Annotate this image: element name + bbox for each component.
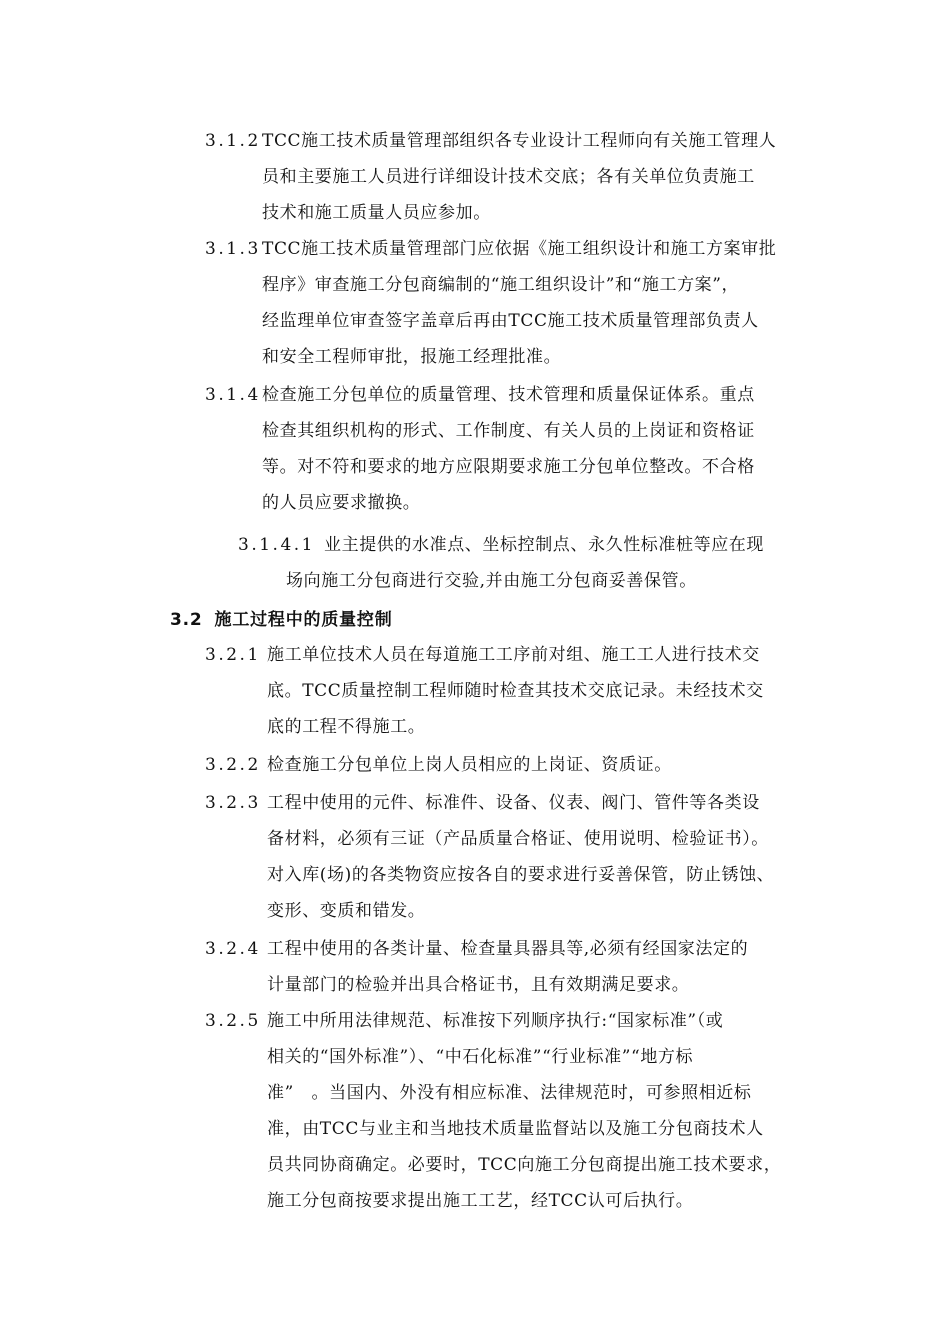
clause-3-1-2 [205,123,815,231]
clause-number: 3.1.3 [205,239,261,259]
text-line: 计量部门的检验并出具合格证书，且有效期满足要求。 [267,975,690,995]
text-line: 施工分包商按要求提出施工工艺，经TCC认可后执行。 [267,1191,694,1211]
text-line: 检查施工分包单位的质量管理、技术管理和质量保证体系。重点 [262,385,755,405]
clause-3-1-4-1 [238,527,816,599]
section-number: 3.2 [170,610,203,630]
clause-text [262,123,815,231]
text-line: 和安全工程师审批，报施工经理批准。 [262,347,562,367]
clause-3-2-2 [205,747,830,783]
text-line: 底的工程不得施工。 [267,717,426,737]
text-line: 备材料，必须有三证（产品质量合格证、使用说明、检验证书）。 [267,829,769,849]
text-line: 员和主要施工人员进行详细设计技术交底；各有关单位负责施工 [262,167,755,187]
text-line: 员共同协商确定。必要时，TCC向施工分包商提出施工技术要求， [267,1155,782,1175]
clause-text [267,931,830,1003]
clause-number: 3.1.4.1 [238,535,315,555]
clause-text [267,1003,830,1219]
text-line: TCC施工技术质量管理部门应依据《施工组织设计和施工方案审批 [262,239,777,259]
clause-3-2-4 [205,931,830,1003]
text-line: 检查其组织机构的形式、工作制度、有关人员的上岗证和资格证 [262,421,755,441]
text-line: 底。TCC质量控制工程师随时检查其技术交底记录。未经技术交 [267,681,764,701]
text-line: 的人员应要求撤换。 [262,493,421,513]
text-line: TCC施工技术质量管理部组织各专业设计工程师向有关施工管理人 [262,131,777,151]
clause-text [267,785,830,929]
clause-text [262,231,815,375]
text-line: 准” 。当国内、外没有相应标准、法律规范时，可参照相近标 [267,1083,752,1103]
text-line: 相关的“国外标准”）、“中石化标准”“行业标准”“地方标 [267,1047,694,1067]
section-heading [170,602,393,638]
text-line: 工程中使用的元件、标准件、设备、仪表、阀门、管件等各类设 [267,793,760,813]
clause-text [238,527,816,599]
clause-number: 3.1.2 [205,131,261,151]
clause-number: 3.1.4 [205,385,261,405]
clause-text [262,377,815,521]
clause-3-2-3 [205,785,830,929]
clause-number: 3.2.1 [205,645,261,665]
clause-text [267,637,830,745]
text-line: 技术和施工质量人员应参加。 [262,203,491,223]
clause-text [267,747,830,783]
text-line: 业主提供的水准点、坐标控制点、永久性标准桩等应在现 [324,535,764,555]
text-line: 等。对不符和要求的地方应限期要求施工分包单位整改。不合格 [262,457,755,477]
clause-3-2-1 [205,637,830,745]
text-line: 变形、变质和错发。 [267,901,426,921]
clause-3-1-4 [205,377,815,521]
clause-number: 3.2.3 [205,793,261,813]
text-line: 施工单位技术人员在每道施工工序前对组、施工工人进行技术交 [267,645,760,665]
clause-3-2-5 [205,1003,830,1219]
text-line: 施工中所用法律规范、标准按下列顺序执行:“国家标准”（或 [267,1011,724,1031]
clause-number: 3.2.2 [205,755,261,775]
text-line: 场向施工分包商进行交验,并由施工分包商妥善保管。 [286,571,697,591]
section-title: 施工过程中的质量控制 [214,610,393,630]
clause-number: 3.2.4 [205,939,261,959]
text-line: 工程中使用的各类计量、检查量具器具等,必须有经国家法定的 [267,939,749,959]
text-line: 程序》审查施工分包商编制的“施工组织设计”和“施工方案”， [262,275,740,295]
text-line: 经监理单位审查签字盖章后再由TCC施工技术质量管理部负责人 [262,311,759,331]
text-line: 检查施工分包单位上岗人员相应的上岗证、资质证。 [267,755,672,775]
text-line: 对入库(场)的各类物资应按各自的要求进行妥善保管，防止锈蚀、 [267,865,775,885]
clause-3-1-3 [205,231,815,375]
clause-number: 3.2.5 [205,1011,261,1031]
text-line: 准，由TCC与业主和当地技术质量监督站以及施工分包商技术人 [267,1119,764,1139]
